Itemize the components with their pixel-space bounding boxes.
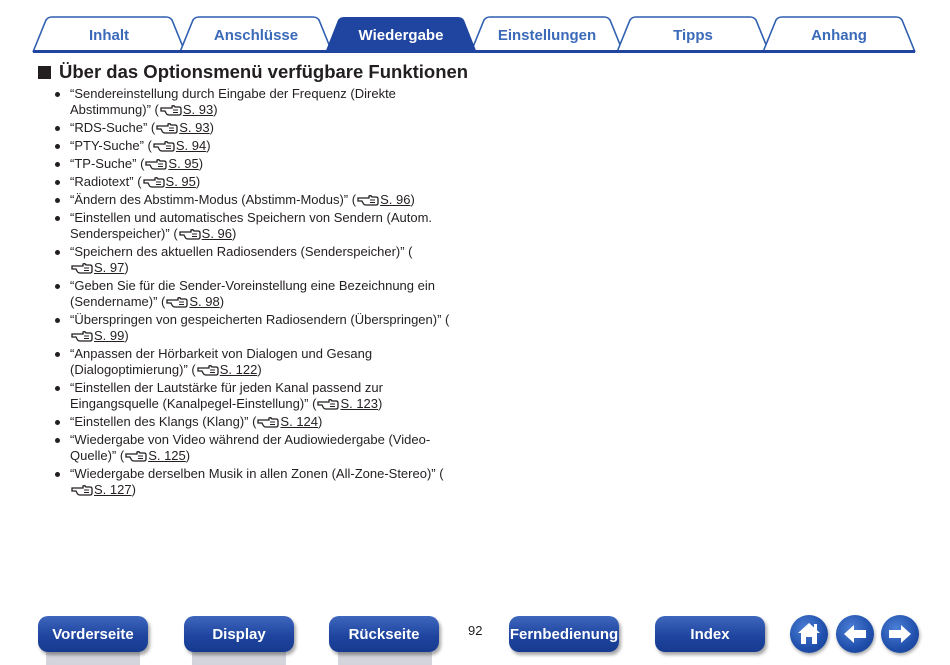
pointing-hand-icon	[71, 262, 93, 274]
page-link[interactable]: S. 125	[148, 448, 186, 463]
footer-tab-shadow	[338, 652, 432, 665]
page-reference[interactable]	[124, 448, 190, 463]
fernbedienung-button[interactable]: Fernbedienung	[509, 616, 619, 652]
pointing-hand-icon	[166, 296, 188, 308]
page-reference[interactable]	[165, 294, 224, 309]
page-reference[interactable]	[316, 396, 382, 411]
item-text: “Ändern des Abstimm-Modus (Abstimm-Modus)” (	[70, 192, 357, 207]
ref-close: )	[257, 362, 262, 377]
page-link[interactable]: S. 96	[380, 192, 411, 207]
list-item	[52, 244, 452, 276]
page-number: 92	[468, 623, 483, 638]
item-text: “Anpassen der Hörbarkeit von Dialogen und Gesang (Dialogoptimierung)” (	[70, 346, 373, 377]
footer-tab-shadow	[192, 652, 286, 665]
item-text: “Einstellen und automatisches Speichern von Sendern (Autom. Senderspeicher)” (	[70, 210, 433, 241]
vorderseite-button[interactable]: Vorderseite	[38, 616, 148, 652]
pointing-hand-icon	[257, 416, 279, 428]
page-reference[interactable]	[70, 260, 129, 275]
pointing-hand-icon	[160, 104, 182, 116]
page-reference[interactable]	[356, 192, 415, 207]
page-link[interactable]: S. 124	[280, 414, 319, 429]
list-item	[52, 156, 452, 172]
list-item	[52, 210, 452, 242]
ref-close: )	[131, 482, 136, 497]
list-item	[52, 120, 452, 136]
index-button[interactable]: Index	[655, 616, 765, 652]
item-text: “TP-Suche” (	[70, 156, 145, 171]
pointing-hand-icon	[143, 176, 165, 188]
tab-anhang[interactable]: Anhang	[811, 26, 867, 44]
ref-close: )	[318, 414, 323, 429]
ref-close: )	[232, 226, 237, 241]
list-item	[52, 278, 452, 310]
page-reference[interactable]	[159, 102, 218, 117]
footer-tab-shadow	[46, 652, 140, 665]
list-item	[52, 414, 452, 430]
pointing-hand-icon	[153, 140, 175, 152]
ref-close: )	[378, 396, 383, 411]
ref-close: )	[213, 102, 218, 117]
ref-close: )	[124, 260, 129, 275]
list-item	[52, 432, 452, 464]
tab-einstellungen[interactable]: Einstellungen	[497, 26, 597, 44]
list-item	[52, 380, 452, 412]
ref-close: )	[209, 120, 214, 135]
page-reference[interactable]	[144, 156, 203, 171]
page-reference[interactable]	[196, 362, 262, 377]
item-text: “Einstellen des Klangs (Klang)” (	[70, 414, 257, 429]
item-text: “Radiotext” (	[70, 174, 142, 189]
pointing-hand-icon	[317, 398, 339, 410]
page-link[interactable]: S. 93	[182, 102, 214, 117]
ref-close: )	[206, 138, 211, 153]
item-text: “Speichern des aktuellen Radiosenders (Senderspeicher)” (	[70, 244, 413, 259]
page-reference[interactable]	[152, 138, 211, 153]
arrow-left-icon	[836, 615, 874, 653]
item-text: “Sendereinstellung durch Eingabe der Frequenz (Direkte Abstimmung)” (	[70, 86, 396, 117]
section-heading	[38, 60, 468, 84]
tab-anschluesse[interactable]: Anschlüsse	[213, 26, 299, 44]
list-item	[52, 86, 452, 118]
home-icon	[790, 615, 828, 653]
page-link[interactable]: S. 99	[94, 328, 125, 343]
pointing-hand-icon	[125, 450, 147, 462]
page-reference[interactable]	[256, 414, 322, 429]
item-text: “Wiedergabe derselben Musik in allen Zonen (All-Zone-Stereo)” (	[70, 466, 444, 481]
ref-close: )	[198, 156, 204, 171]
page-link[interactable]: S. 94	[175, 138, 207, 153]
page-link[interactable]: S. 122	[219, 362, 258, 377]
tab-wiedergabe[interactable]: Wiedergabe	[358, 26, 444, 44]
page-link[interactable]: S. 127	[94, 482, 132, 497]
pointing-hand-icon	[156, 122, 178, 134]
ref-close: )	[124, 328, 129, 343]
page-reference[interactable]	[70, 328, 129, 343]
item-text: “Geben Sie für die Sender-Voreinstellung eine Bezeichnung ein (Sendername)” (	[70, 278, 435, 309]
list-item	[52, 312, 452, 344]
page-link[interactable]: S. 97	[94, 260, 125, 275]
back-button[interactable]	[836, 615, 874, 653]
pointing-hand-icon	[357, 194, 379, 206]
page-link[interactable]: S. 98	[189, 294, 220, 309]
list-item	[52, 346, 452, 378]
ref-close: )	[410, 192, 415, 207]
heading-square-icon	[38, 66, 51, 79]
page-link[interactable]: S. 93	[179, 120, 210, 135]
item-text: “Überspringen von gespeicherten Radiosendern (Überspringen)” (	[70, 312, 450, 327]
item-text: “RDS-Suche” (	[70, 120, 156, 135]
pointing-hand-icon	[197, 364, 219, 376]
display-button[interactable]: Display	[184, 616, 294, 652]
ref-close: )	[219, 294, 225, 309]
page-link[interactable]: S. 95	[168, 156, 199, 171]
item-text: “Wiedergabe von Video während der Audiowiedergabe (Video-Quelle)” (	[70, 432, 431, 463]
page-reference[interactable]	[178, 226, 237, 241]
forward-button[interactable]	[881, 615, 919, 653]
page-reference[interactable]	[70, 482, 136, 497]
arrow-right-icon	[881, 615, 919, 653]
ref-close: )	[195, 174, 201, 189]
list-item	[52, 466, 452, 498]
page-link[interactable]: S. 95	[165, 174, 196, 189]
item-text: “Einstellen der Lautstärke für jeden Kanal passend zur Eingangsquelle (Kanalpegel-Einstellung)” (	[70, 380, 383, 411]
page-link[interactable]: S. 123	[340, 396, 379, 411]
list-item	[52, 174, 452, 190]
page-reference[interactable]	[142, 174, 201, 189]
page-link[interactable]: S. 96	[201, 226, 233, 241]
tab-inhalt[interactable]: Inhalt	[89, 26, 129, 44]
home-button[interactable]	[790, 615, 828, 653]
page-reference[interactable]	[155, 120, 214, 135]
pointing-hand-icon	[71, 330, 93, 342]
tab-bar	[0, 0, 950, 60]
ref-close: )	[185, 448, 191, 463]
pointing-hand-icon	[145, 158, 167, 170]
pointing-hand-icon	[179, 228, 201, 240]
tab-tipps[interactable]: Tipps	[673, 26, 713, 44]
pointing-hand-icon	[71, 484, 93, 496]
rueckseite-button[interactable]: Rückseite	[329, 616, 439, 652]
options-list	[52, 86, 452, 500]
heading-text: Über das Optionsmenü verfügbare Funktionen	[59, 61, 469, 82]
list-item	[52, 192, 452, 208]
item-text: “PTY-Suche” (	[70, 138, 152, 153]
list-item	[52, 138, 452, 154]
